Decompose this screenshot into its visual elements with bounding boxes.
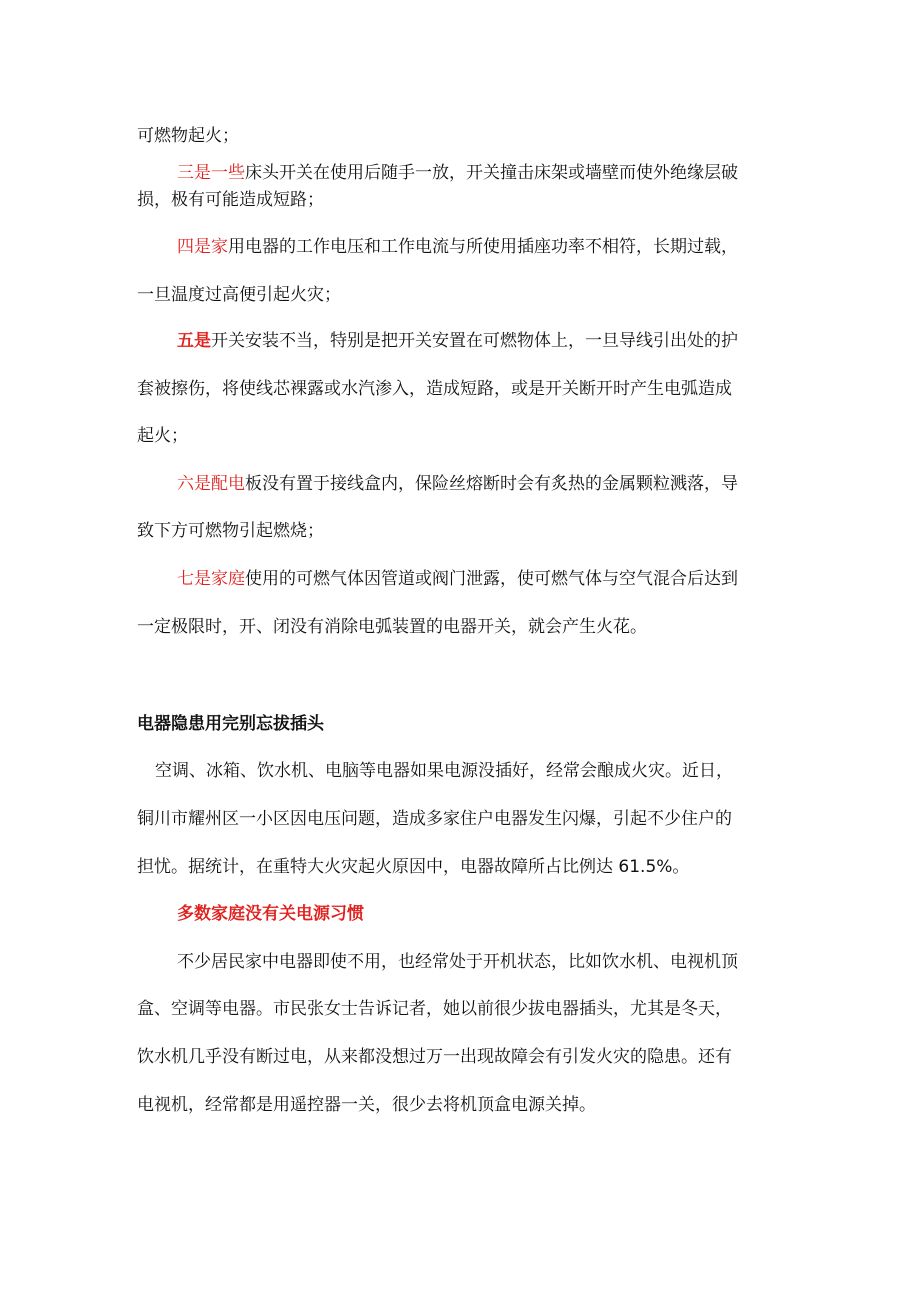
paragraph-line xyxy=(137,998,732,1020)
subsection-heading xyxy=(177,903,364,925)
paragraph-line xyxy=(137,284,341,306)
list-item-lead: 六是配电 xyxy=(177,474,245,494)
paragraph-line xyxy=(137,125,239,147)
line-text: 致下方可燃物引起燃烧； xyxy=(137,521,324,541)
list-item-text: 使用的可燃气体因管道或阀门泄露，使可燃气体与空气混合后达到 xyxy=(245,569,738,589)
paragraph-line xyxy=(137,520,324,542)
list-item-three xyxy=(177,162,738,184)
list-item-text: 开关安装不当，特别是把开关安置在可燃物体上，一旦导线引出处的护 xyxy=(211,331,738,351)
paragraph-line xyxy=(137,1046,732,1068)
line-text: 盒、空调等电器。市民张女士告诉记者，她以前很少拔电器插头，尤其是冬天， xyxy=(137,999,732,1019)
line-text: 饮水机几乎没有断过电，从来都没想过万一出现故障会有引发火灾的隐患。还有 xyxy=(137,1047,732,1067)
paragraph-line xyxy=(155,760,733,782)
list-item-text: 用电器的工作电压和工作电流与所使用插座功率不相符，长期过载， xyxy=(228,237,738,257)
line-text: 担忧。据统计，在重特大火灾起火原因中，电器故障所占比例达 61.5%。 xyxy=(137,857,690,877)
list-item-lead: 三是一些 xyxy=(177,163,245,183)
list-item-seven xyxy=(177,568,738,590)
line-text: 损，极有可能造成短路； xyxy=(137,190,324,210)
line-text: 套被擦伤，将使线芯裸露或水汽渗入，造成短路，或是开关断开时产生电弧造成 xyxy=(137,379,732,399)
line-text: 一定极限时，开、闭没有消除电弧装置的电器开关，就会产生火花。 xyxy=(137,617,647,637)
list-item-lead: 七是家庭 xyxy=(177,569,245,589)
list-item-four xyxy=(177,236,738,258)
line-text: 可燃物起火； xyxy=(137,126,239,146)
list-item-text: 板没有置于接线盒内，保险丝熔断时会有炙热的金属颗粒溅落，导 xyxy=(245,474,738,494)
list-item-text: 床头开关在使用后随手一放，开关撞击床架或墙壁而使外绝缘层破 xyxy=(245,163,738,183)
list-item-lead: 五是 xyxy=(177,331,211,351)
subheading-text: 多数家庭没有关电源习惯 xyxy=(177,904,364,924)
paragraph-line xyxy=(137,856,689,878)
line-text: 不少居民家中电器即使不用，也经常处于开机状态，比如饮水机、电视机顶 xyxy=(177,952,738,972)
list-item-six xyxy=(177,473,738,495)
paragraph-line xyxy=(137,425,188,447)
list-item-five xyxy=(177,330,738,352)
paragraph-line xyxy=(137,378,732,400)
paragraph-line xyxy=(137,808,732,830)
heading-text: 电器隐患用完别忘拔插头 xyxy=(137,714,324,734)
list-item-lead: 四是家 xyxy=(177,237,228,257)
line-text: 起火； xyxy=(137,426,188,446)
section-heading xyxy=(137,713,324,735)
line-text: 一旦温度过高便引起火灾； xyxy=(137,285,341,305)
line-text: 电视机，经常都是用遥控器一关，很少去将机顶盒电源关掉。 xyxy=(137,1095,596,1115)
line-text: 铜川市耀州区一小区因电压问题，造成多家住户电器发生闪爆，引起不少住户的 xyxy=(137,809,732,829)
line-text: 空调、冰箱、饮水机、电脑等电器如果电源没插好，经常会酿成火灾。近日， xyxy=(155,761,733,781)
paragraph-line xyxy=(137,616,647,638)
paragraph-line xyxy=(137,189,324,211)
paragraph-line xyxy=(137,1094,596,1116)
paragraph-line xyxy=(177,951,738,973)
